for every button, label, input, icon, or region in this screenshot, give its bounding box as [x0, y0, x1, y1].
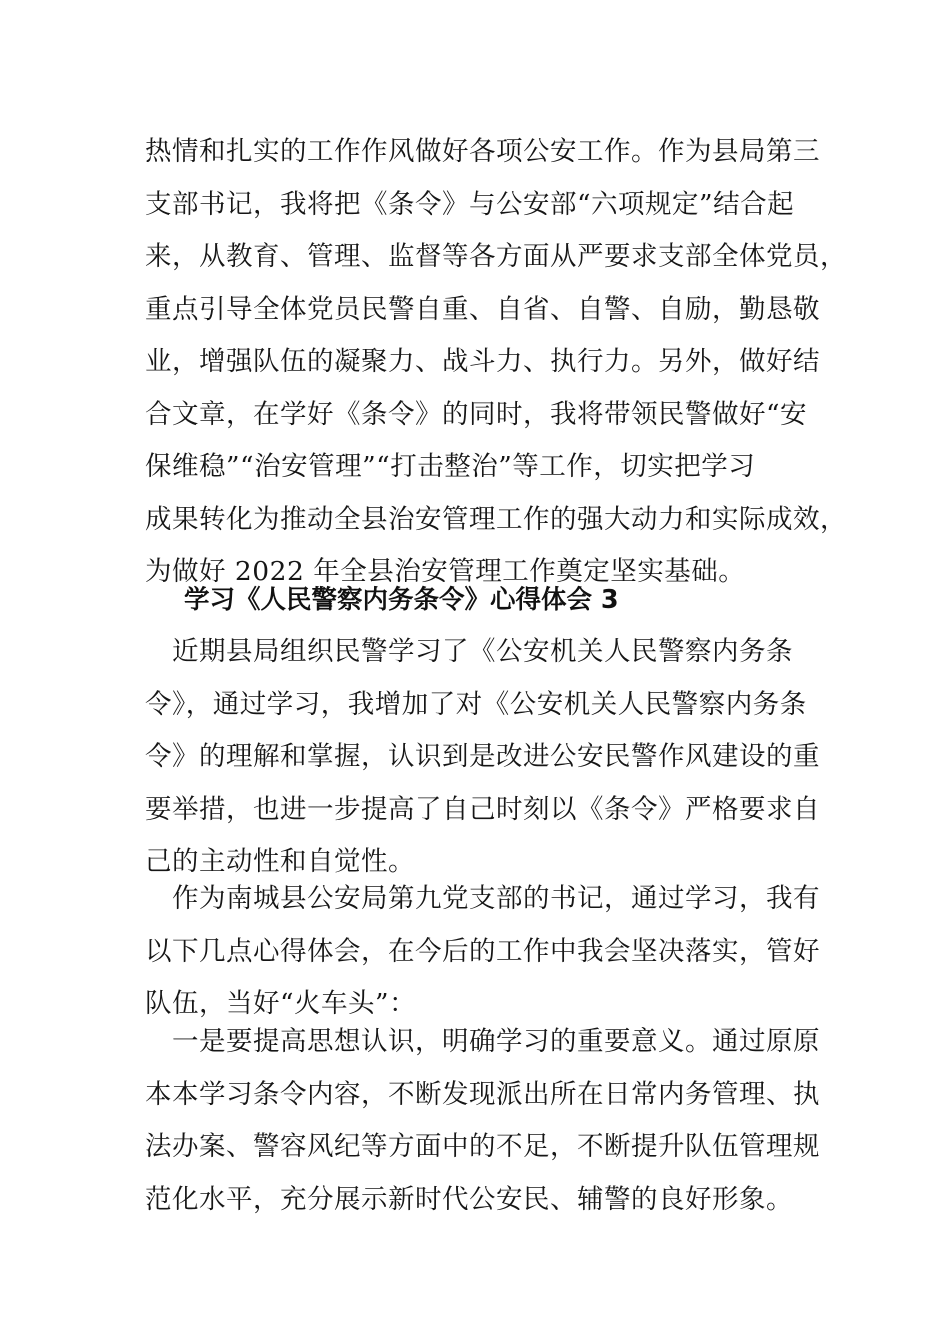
paragraph-line: 法办案、警容风纪等方面中的不足，不断提升队伍管理规 [145, 1131, 820, 1162]
paragraph-line: 成果转化为推动全县治安管理工作的强大动力和实际成效， [145, 503, 847, 535]
paragraph-line: 一是要提高思想认识，明确学习的重要意义。通过原原 [145, 1026, 820, 1057]
paragraph-3 [145, 873, 820, 1031]
paragraph-line: 队伍，当好“火车头”： [145, 988, 417, 1019]
paragraph-2 [145, 626, 820, 889]
paragraph-line: 作为南城县公安局第九党支部的书记，通过学习，我有 [145, 883, 820, 914]
paragraph-line: 来，从教育、管理、监督等各方面从严要求支部全体党员， [145, 241, 847, 272]
paragraph-line: 保维稳”“治安管理”“打击整治”等工作，切实把学习 [145, 451, 756, 482]
paragraph-line: 要举措，也进一步提高了自己时刻以《条令》严格要求自 [145, 793, 820, 825]
paragraph-line: 以下几点心得体会，在今后的工作中我会坚决落实，管好 [145, 935, 820, 967]
paragraph-line: 热情和扎实的工作作风做好各项公安工作。作为县局第三 [145, 136, 820, 167]
section-heading: 学习《人民警察内务条令》心得体会 3 [184, 585, 619, 615]
paragraph-4 [145, 1016, 820, 1226]
paragraph-1 [145, 126, 847, 599]
paragraph-line: 己的主动性和自觉性。 [145, 846, 415, 877]
paragraph-line: 支部书记，我将把《条令》与公安部“六项规定”结合起 [145, 188, 795, 220]
paragraph-line: 令》，通过学习，我增加了对《公安机关人民警察内务条 [145, 688, 807, 720]
paragraph-line: 重点引导全体党员民警自重、自省、自警、自励，勤恳敬 [145, 293, 820, 325]
paragraph-line: 为做好 2022 年全县治安管理工作奠定坚实基础。 [145, 556, 746, 587]
paragraph-line: 近期县局组织民警学习了《公安机关人民警察内务条 [145, 636, 793, 667]
paragraph-line: 范化水平，充分展示新时代公安民、辅警的良好形象。 [145, 1183, 793, 1215]
paragraph-line: 本本学习条令内容，不断发现派出所在日常内务管理、执 [145, 1078, 820, 1110]
paragraph-line: 合文章，在学好《条令》的同时，我将带领民警做好“安 [145, 398, 808, 430]
paragraph-line: 业，增强队伍的凝聚力、战斗力、执行力。另外，做好结 [145, 346, 820, 377]
paragraph-line: 令》的理解和掌握，认识到是改进公安民警作风建设的重 [145, 741, 820, 772]
